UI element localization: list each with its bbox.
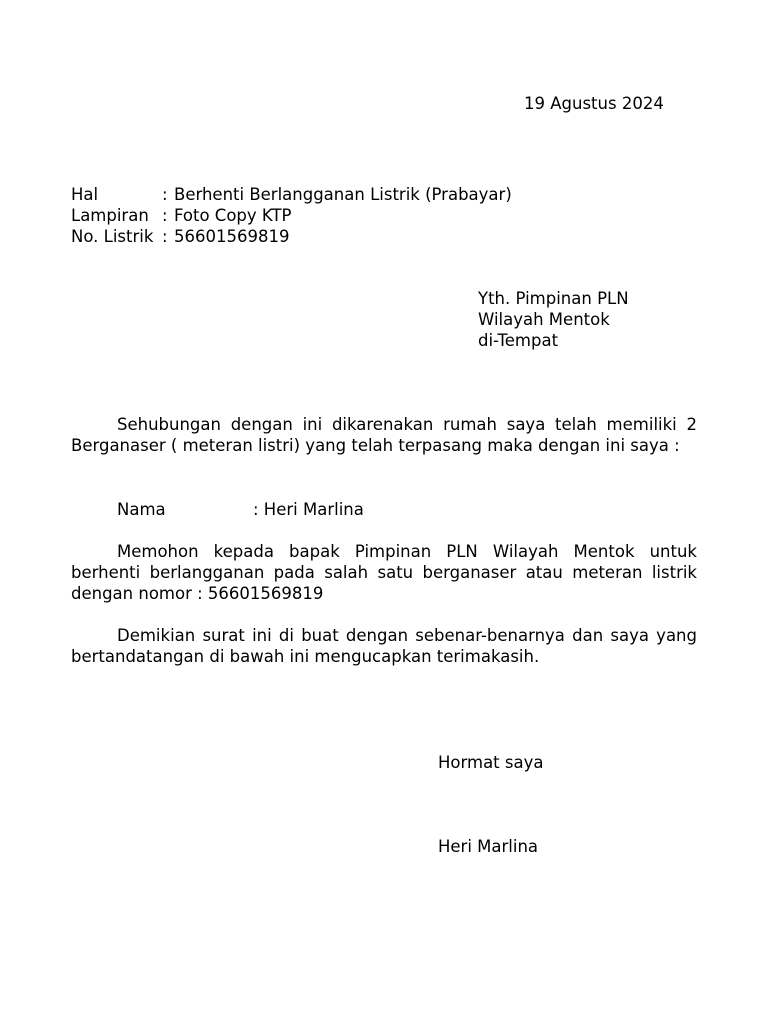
letter-meta	[71, 184, 512, 247]
meta-label: Hal	[71, 185, 99, 204]
meta-row-lampiran	[71, 205, 512, 226]
nama-row	[117, 499, 364, 520]
meta-separator: :	[162, 227, 168, 246]
meta-separator: :	[162, 185, 168, 204]
letter-date: 19 Agustus 2024	[524, 94, 664, 113]
body-paragraph-1: Sehubungan dengan ini dikarenakan rumah saya telah memiliki 2 Berganaser ( meteran listri) yang telah terpasang maka dengan ini saya :	[71, 415, 697, 455]
recipient-line: Wilayah Mentok	[478, 310, 610, 329]
body-paragraph-2: Memohon kepada bapak Pimpinan PLN Wilayah Mentok untuk berhenti berlangganan pada salah satu berganaser atau meteran listrik dengan nomor : 56601569819	[71, 542, 697, 603]
meta-label: No. Listrik	[71, 227, 154, 246]
meta-row-no-listrik	[71, 226, 512, 247]
nama-value: : Heri Marlina	[253, 500, 364, 519]
meta-separator: :	[162, 206, 168, 225]
closing-salutation: Hormat saya	[438, 753, 544, 772]
signer-name: Heri Marlina	[438, 837, 539, 856]
meta-row-hal	[71, 184, 512, 205]
meta-label: Lampiran	[71, 206, 149, 225]
meta-value: Foto Copy KTP	[174, 206, 292, 225]
recipient-block	[478, 288, 629, 351]
recipient-line: di-Tempat	[478, 331, 559, 350]
meta-value: 56601569819	[174, 227, 290, 246]
nama-label: Nama	[117, 500, 166, 519]
body-paragraph-3: Demikian surat ini di buat dengan sebenar-benarnya dan saya yang bertandatangan di bawah ini mengucapkan terimakasih.	[71, 626, 697, 666]
meta-value: Berhenti Berlangganan Listrik (Prabayar)	[174, 185, 512, 204]
recipient-line: Yth. Pimpinan PLN	[478, 289, 629, 308]
